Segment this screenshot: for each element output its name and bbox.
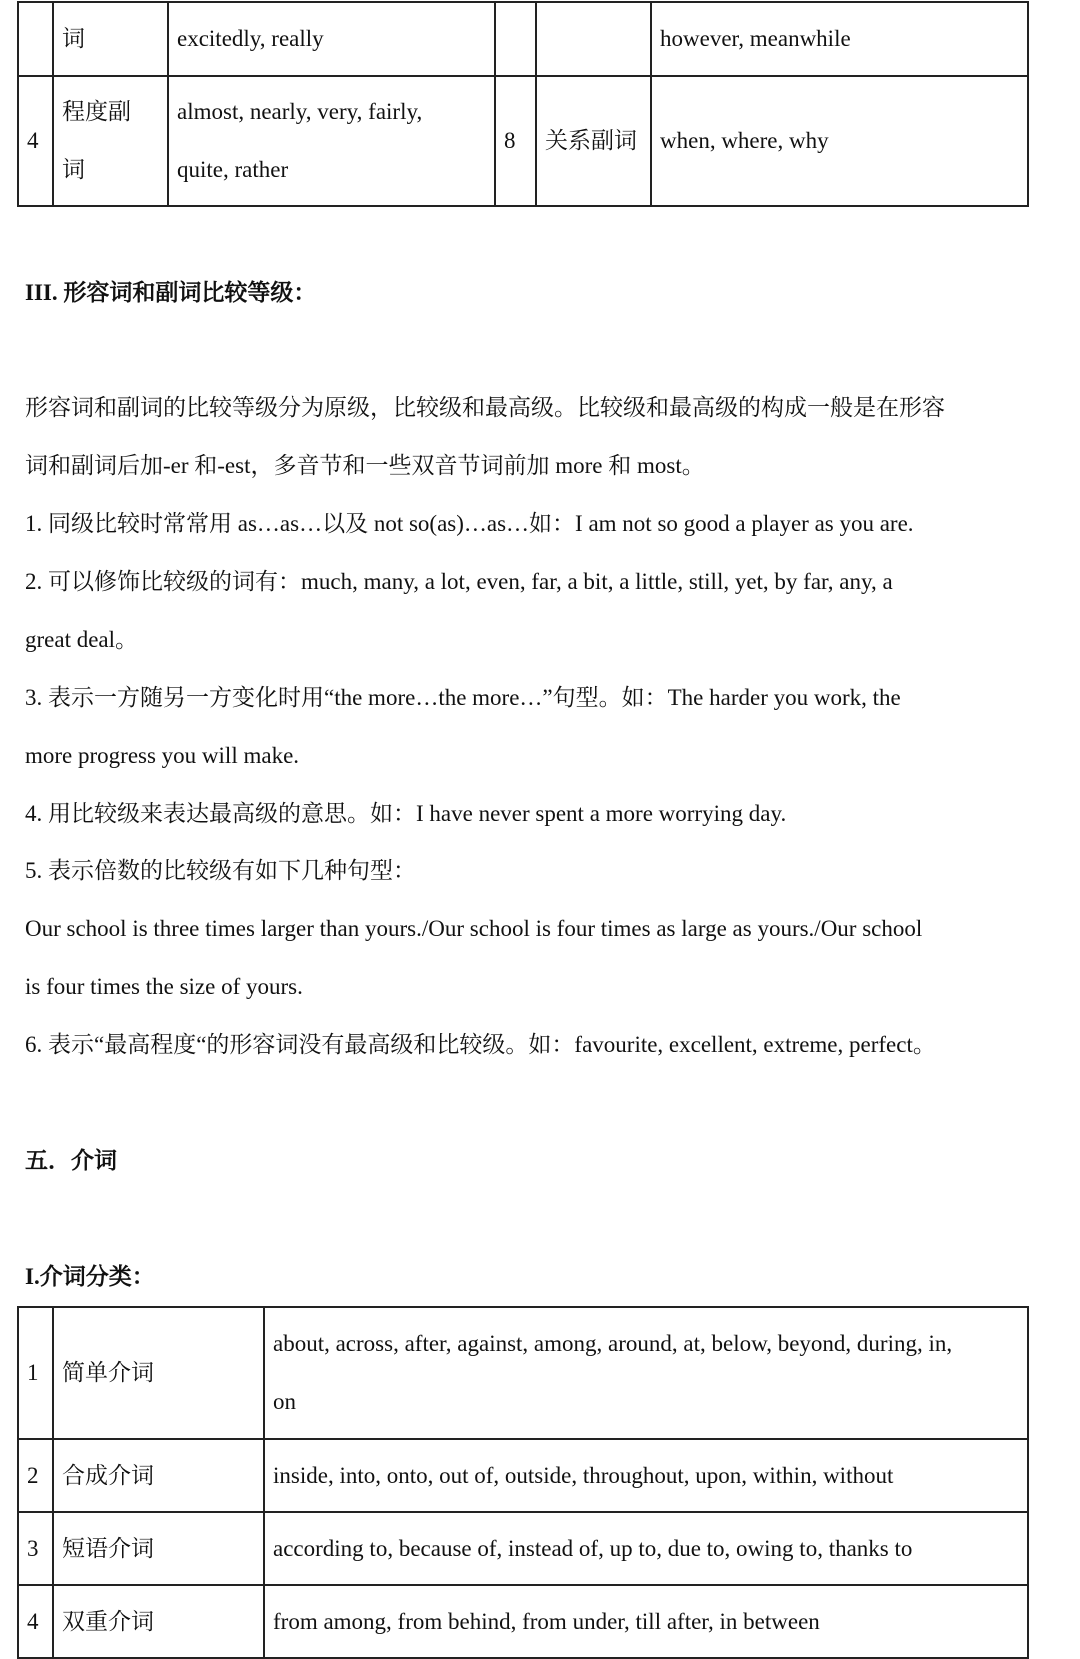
adverb-type: 词	[53, 2, 168, 76]
adverb-type	[53, 76, 168, 206]
adverb-table	[17, 1, 1029, 207]
row-number: 4	[18, 1585, 53, 1658]
preposition-examples: according to, because of, instead of, up to, due to, owing to, thanks to	[264, 1512, 1028, 1585]
list-item: 2. 可以修饰比较级的词有：much, many, a lot, even, far, a bit, a little, still, yet, by far, any, a	[25, 569, 893, 594]
adverb-type: 关系副词	[536, 76, 651, 206]
list-item: 3. 表示一方随另一方变化时用“the more…the more…”句型。如：The harder you work, the	[25, 685, 901, 710]
sub-heading: I.介词分类：	[25, 1264, 155, 1289]
list-item: 1. 同级比较时常常用 as…as…以及 not so(as)…as…如：I am not so good a player as you are.	[25, 511, 914, 536]
list-item-continued: great deal。	[25, 627, 139, 652]
adverb-type	[536, 2, 651, 76]
adverb-examples: excitedly, really	[168, 2, 495, 76]
paragraph-line: 词和副词后加-er 和-est，多音节和一些双音节词前加 more 和 most。	[25, 453, 705, 478]
table-row	[18, 1439, 1028, 1512]
adverb-examples-line: almost, nearly, very, fairly,	[177, 99, 423, 124]
preposition-examples: inside, into, onto, out of, outside, throughout, upon, within, without	[264, 1439, 1028, 1512]
row-number	[495, 2, 536, 76]
section-heading: III. 形容词和副词比较等级：	[25, 280, 317, 305]
row-number	[18, 2, 53, 76]
list-item-continued: more progress you will make.	[25, 743, 300, 768]
adverb-examples-line: quite, rather	[177, 157, 289, 182]
preposition-table	[17, 1306, 1029, 1659]
list-item: 6. 表示“最高程度“的形容词没有最高级和比较级。如：favourite, excellent, extreme, perfect。	[25, 1032, 936, 1057]
preposition-type: 短语介词	[53, 1512, 264, 1585]
row-number: 4	[18, 76, 53, 206]
row-number: 2	[18, 1439, 53, 1512]
preposition-examples-line: on	[273, 1389, 296, 1414]
preposition-examples	[264, 1307, 1028, 1439]
row-number: 1	[18, 1307, 53, 1439]
section-heading: 五．介词	[25, 1148, 117, 1173]
preposition-type: 简单介词	[53, 1307, 264, 1439]
row-number: 3	[18, 1512, 53, 1585]
preposition-examples-line: about, across, after, against, among, around, at, below, beyond, during, in,	[273, 1331, 953, 1356]
paragraph-line: 形容词和副词的比较等级分为原级，比较级和最高级。比较级和最高级的构成一般是在形容	[25, 395, 945, 420]
list-item: 4. 用比较级来表达最高级的意思。如：I have never spent a more worrying day.	[25, 801, 787, 826]
example-line: Our school is three times larger than yours./Our school is four times as large as yours./Our school	[25, 916, 923, 941]
table-row	[18, 2, 1028, 76]
preposition-type: 双重介词	[53, 1585, 264, 1658]
table-row	[18, 1585, 1028, 1658]
example-line: is four times the size of yours.	[25, 974, 303, 999]
row-number: 8	[495, 76, 536, 206]
list-item: 5. 表示倍数的比较级有如下几种句型：	[25, 858, 416, 883]
adverb-type-line: 程度副	[62, 99, 131, 124]
adverb-examples: when, where, why	[651, 76, 1028, 206]
table-row	[18, 1512, 1028, 1585]
preposition-examples: from among, from behind, from under, till after, in between	[264, 1585, 1028, 1658]
table-row	[18, 1307, 1028, 1439]
adverb-examples: however, meanwhile	[651, 2, 1028, 76]
adverb-type-line: 词	[62, 157, 85, 182]
table-row	[18, 76, 1028, 206]
adverb-examples	[168, 76, 495, 206]
preposition-type: 合成介词	[53, 1439, 264, 1512]
